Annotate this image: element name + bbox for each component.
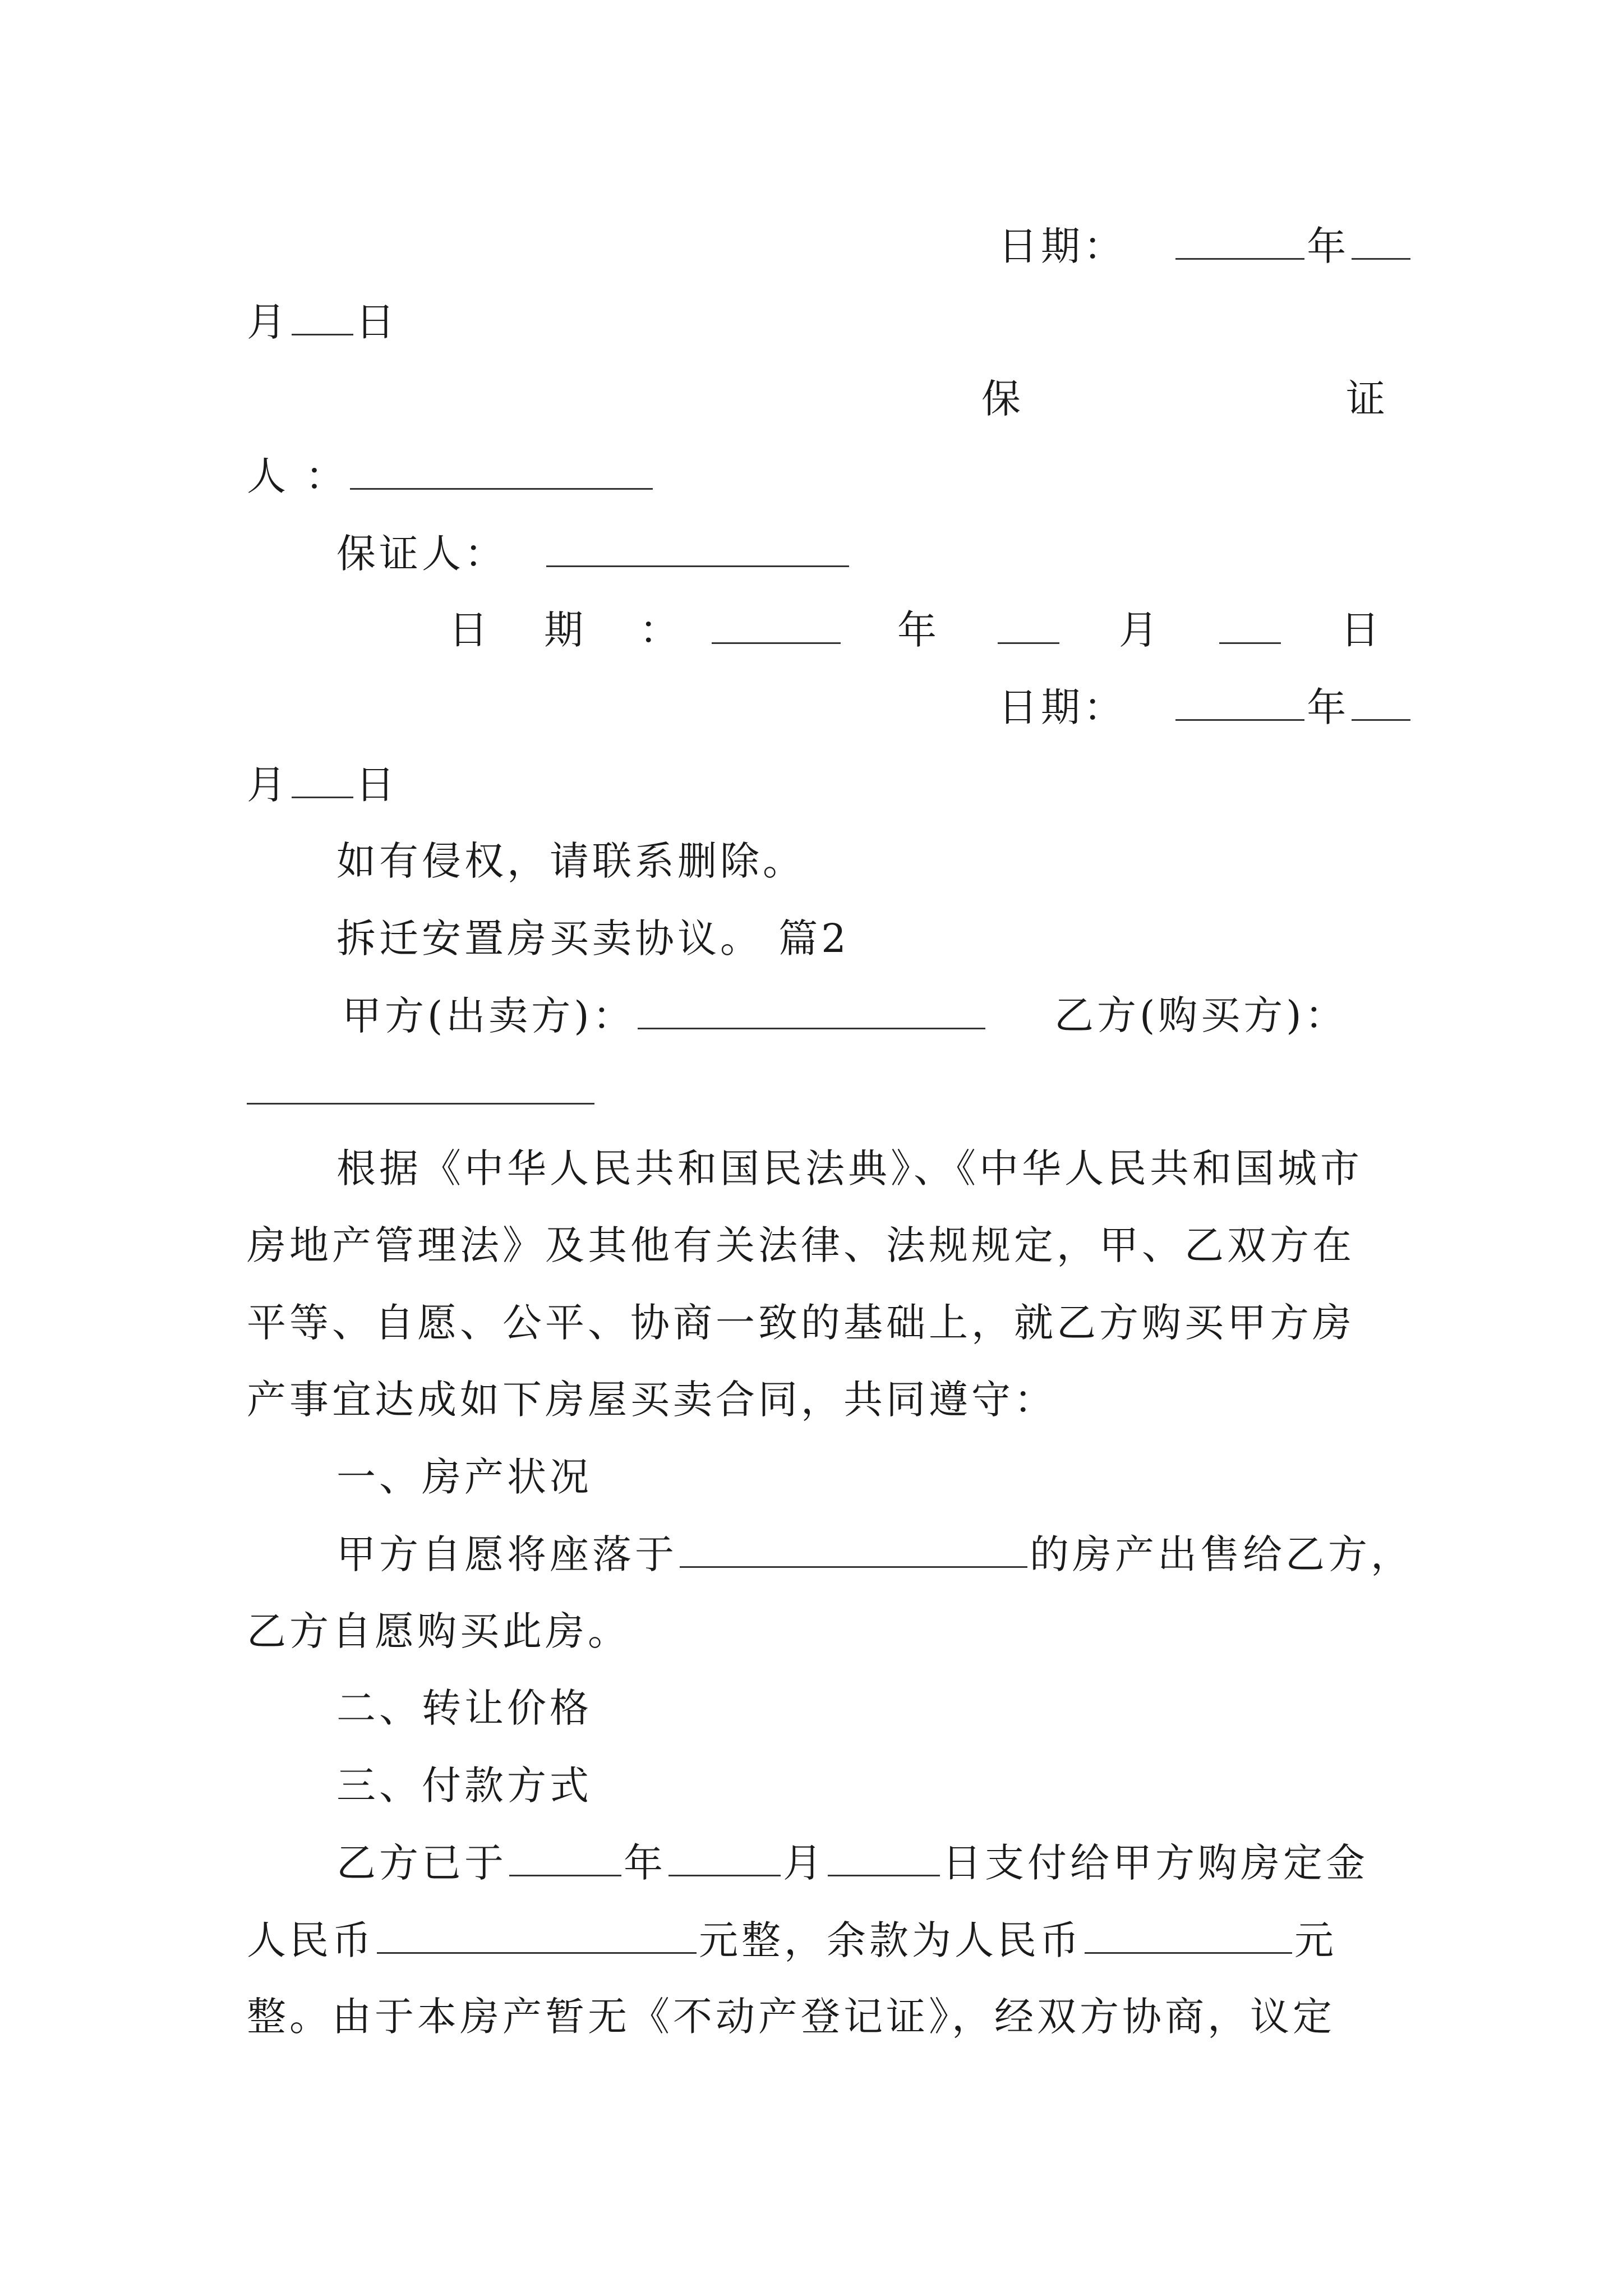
guarantor-label: 保证人： <box>336 531 507 577</box>
deposit-blank <box>377 1913 697 1954</box>
location-blank <box>680 1527 1027 1568</box>
date-line-3 <box>998 680 1413 734</box>
pay-month-label: 月 <box>783 1840 826 1886</box>
pay-month-blank <box>668 1835 781 1876</box>
pay-year-blank <box>509 1835 621 1876</box>
guarantor-blank <box>350 449 653 490</box>
month-blank <box>998 603 1059 644</box>
payment-line-1 <box>336 1835 1368 1890</box>
notice-text: 如有侵权，请联系删除。 <box>336 838 805 884</box>
date-colon: ： <box>639 607 679 653</box>
guarantor-line-cont <box>247 449 655 503</box>
year-blank <box>712 603 841 644</box>
date-char-ri: 日 <box>449 607 488 653</box>
month-label: 月 <box>247 299 289 345</box>
pay2-text-a: 人民币 <box>247 1917 375 1963</box>
pay-day-blank <box>828 1835 940 1876</box>
sec1-text-a: 甲方自愿将座落于 <box>336 1531 677 1577</box>
date2-year-blank-wrap <box>709 603 843 657</box>
party-a-label: 甲方(出卖方)： <box>342 993 635 1039</box>
day-label: 日 <box>356 299 398 345</box>
year-blank <box>1175 680 1304 721</box>
payment-line-2 <box>247 1913 1337 1967</box>
para1-line-3: 平等、自愿、公平、协商一致的基础上，就乙方购买甲方房 <box>247 1300 1355 1346</box>
month-blank <box>1352 680 1410 721</box>
date-line-2 <box>449 603 488 657</box>
balance-blank <box>1085 1913 1292 1954</box>
guarantor-char-1: 保 <box>981 376 1024 422</box>
day-label: 日 <box>356 762 398 808</box>
date-line-3-cont <box>247 757 398 812</box>
section-2-heading: 二、转让价格 <box>336 1685 592 1731</box>
day-blank <box>1219 603 1281 644</box>
party-b-blank <box>247 1103 594 1105</box>
section-1-line-1 <box>336 1527 1413 1581</box>
section-1-heading: 一、房产状况 <box>336 1454 592 1500</box>
guarantor-char-3: 人 <box>247 453 289 499</box>
day-label: 日 <box>1340 607 1380 653</box>
party-b-label: 乙方(购买方)： <box>1054 992 1348 1038</box>
pay-year-label: 年 <box>624 1840 666 1886</box>
party-a-line <box>342 988 988 1043</box>
year-label: 年 <box>1307 223 1350 269</box>
day-blank <box>292 295 353 335</box>
para1-line-1: 根据《中华人民共和国民法典》、《中华人民共和国城市 <box>336 1145 1363 1191</box>
date2-month-blank-wrap <box>995 603 1062 657</box>
year-blank <box>1175 219 1304 260</box>
month-label: 月 <box>247 762 289 808</box>
month-blank <box>1352 219 1410 260</box>
date-line-1 <box>998 219 1413 273</box>
date-label: 日期： <box>998 684 1126 730</box>
pay-text-a: 乙方已于 <box>336 1840 507 1886</box>
year-label: 年 <box>897 607 937 653</box>
guarantor-colon: ： <box>305 453 348 499</box>
para1-line-4: 产事宜达成如下房屋买卖合同，共同遵守： <box>247 1377 1057 1423</box>
guarantor-blank-2 <box>546 526 849 567</box>
date2-day-blank-wrap <box>1217 603 1283 657</box>
pay2-text-c: 元 <box>1294 1917 1337 1963</box>
day-blank <box>292 757 353 798</box>
payment-line-3: 整。由于本房产暂无《不动产登记证》，经双方协商，议定 <box>247 1994 1335 2040</box>
guarantor-char-2: 证 <box>1346 376 1389 422</box>
year-label: 年 <box>1307 684 1350 730</box>
date-label: 日期： <box>998 223 1126 269</box>
para1-line-2: 房地产管理法》及其他有关法律、法规规定，甲、乙双方在 <box>247 1222 1355 1268</box>
pay-text-d: 日支付给甲方购房定金 <box>942 1840 1368 1886</box>
date-char-qi: 期 <box>544 607 583 653</box>
section-3-heading: 三、付款方式 <box>336 1763 592 1809</box>
month-label: 月 <box>1119 607 1158 653</box>
section-1-line-2: 乙方自愿购买此房。 <box>247 1608 630 1654</box>
party-a-blank <box>638 988 985 1029</box>
date-line-1-cont <box>247 295 398 349</box>
pay2-text-b: 元整，余款为人民币 <box>699 1917 1082 1963</box>
section-title: 拆迁安置房买卖协议。 篇2 <box>336 915 850 961</box>
sec1-text-b: 的房产出售给乙方， <box>1030 1531 1413 1577</box>
guarantor-line-2 <box>336 526 851 581</box>
